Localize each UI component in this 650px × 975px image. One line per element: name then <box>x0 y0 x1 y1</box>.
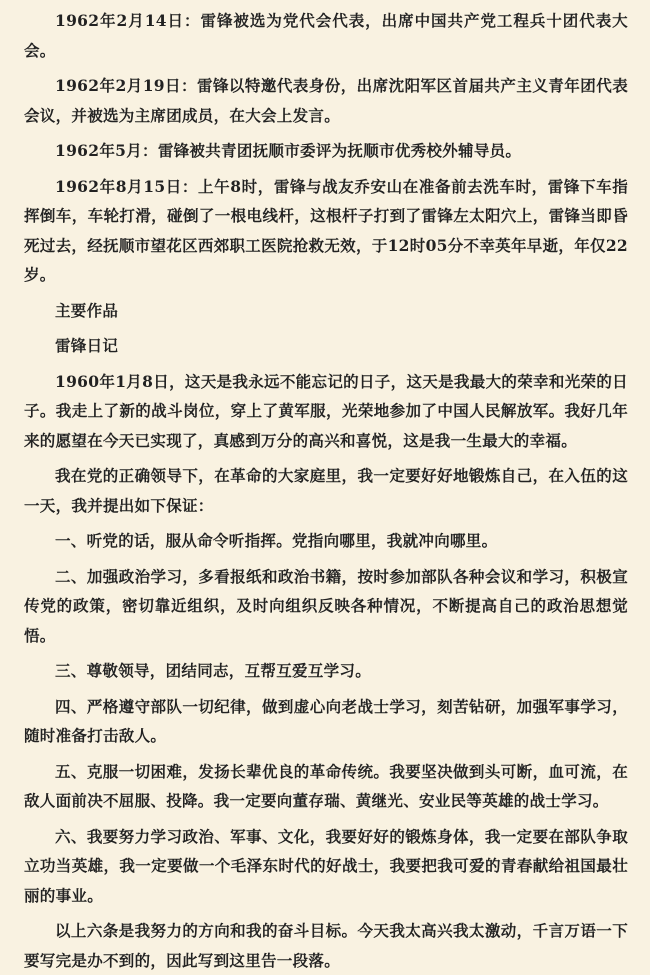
diary-entry-1960-01-08: 1960年1月8日，这天是我永远不能忘记的日子，这天是我最大的荣幸和光荣的日子。我走上了新的战斗岗位，穿上了黄军服，光荣地参加了中国人民解放军。我好几年来的愿望在今天已实现了，真感到万分的高兴和喜悦，这是我一生最大的幸福。 <box>24 371 628 450</box>
section-heading-diary: 雷锋日记 <box>55 336 119 355</box>
pledge-item-5: 五、克服一切困难，发扬长辈优良的革命传统。我要坚决做到头可断，血可流，在敌人面前决不屈服、投降。我一定要向董存瑞、黄继光、安业民等英雄的战士学习。 <box>24 761 628 810</box>
section-heading-main-works: 主要作品 <box>55 300 119 320</box>
pledge-item-6: 六、我要努力学习政治、军事、文化，我要好好的锻炼身体，我一定要在部队争取立功当英雄，我一定要做一个毛泽东时代的好战士，我要把我可爱的青春献给祖国最壮丽的事业。 <box>24 826 628 905</box>
pledge-item-1: 一、听党的话，服从命令听指挥。党指向哪里，我就冲向哪里。 <box>55 531 498 550</box>
diary-paragraph-pledge-intro: 我在党的正确领导下，在革命的大家庭里，我一定要好好地锻炼自己，在入伍的这一天，我并提出如下保证： <box>24 466 628 515</box>
paragraph-1962-02-19: 1962年2月19日：雷锋以特邀代表身份，出席沈阳军区首届共产主义青年团代表会议，并被选为主席团成员，在大会上发言。 <box>24 76 628 125</box>
pledge-item-2: 二、加强政治学习，多看报纸和政治书籍，按时参加部队各种会议和学习，积极宣传党的政策，密切靠近组织，及时向组织反映各种情况，不断提高自己的政治思想觉悟。 <box>24 566 628 645</box>
paragraph-1962-08-15: 1962年8月15日：上午8时，雷锋与战友乔安山在准备前去洗车时，雷锋下车指挥倒车，车轮打滑，碰倒了一根电线杆，这根杆子打到了雷锋左太阳穴上，雷锋当即昏死过去，经抚顺市望花区西郊职工医院抢救无效，于12时05分不幸英年早逝，年仅22岁。 <box>24 176 628 284</box>
paragraph-1962-02-14: 1962年2月14日：雷锋被选为党代会代表，出席中国共产党工程兵十团代表大会。 <box>24 11 628 60</box>
diary-closing-paragraph: 以上六条是我努力的方向和我的奋斗目标。今天我太高兴我太激动，千言万语一下要写完是办不到的，因此写到这里告一段落。 <box>24 921 628 970</box>
pledge-item-4: 四、严格遵守部队一切纪律，做到虚心向老战士学习，刻苦钻研，加强军事学习，随时准备打击敌人。 <box>24 696 628 745</box>
paragraph-1962-05: 1962年5月：雷锋被共青团抚顺市委评为抚顺市优秀校外辅导员。 <box>55 141 522 160</box>
pledge-item-3: 三、尊敬领导，团结同志，互帮互爱互学习。 <box>55 661 372 680</box>
